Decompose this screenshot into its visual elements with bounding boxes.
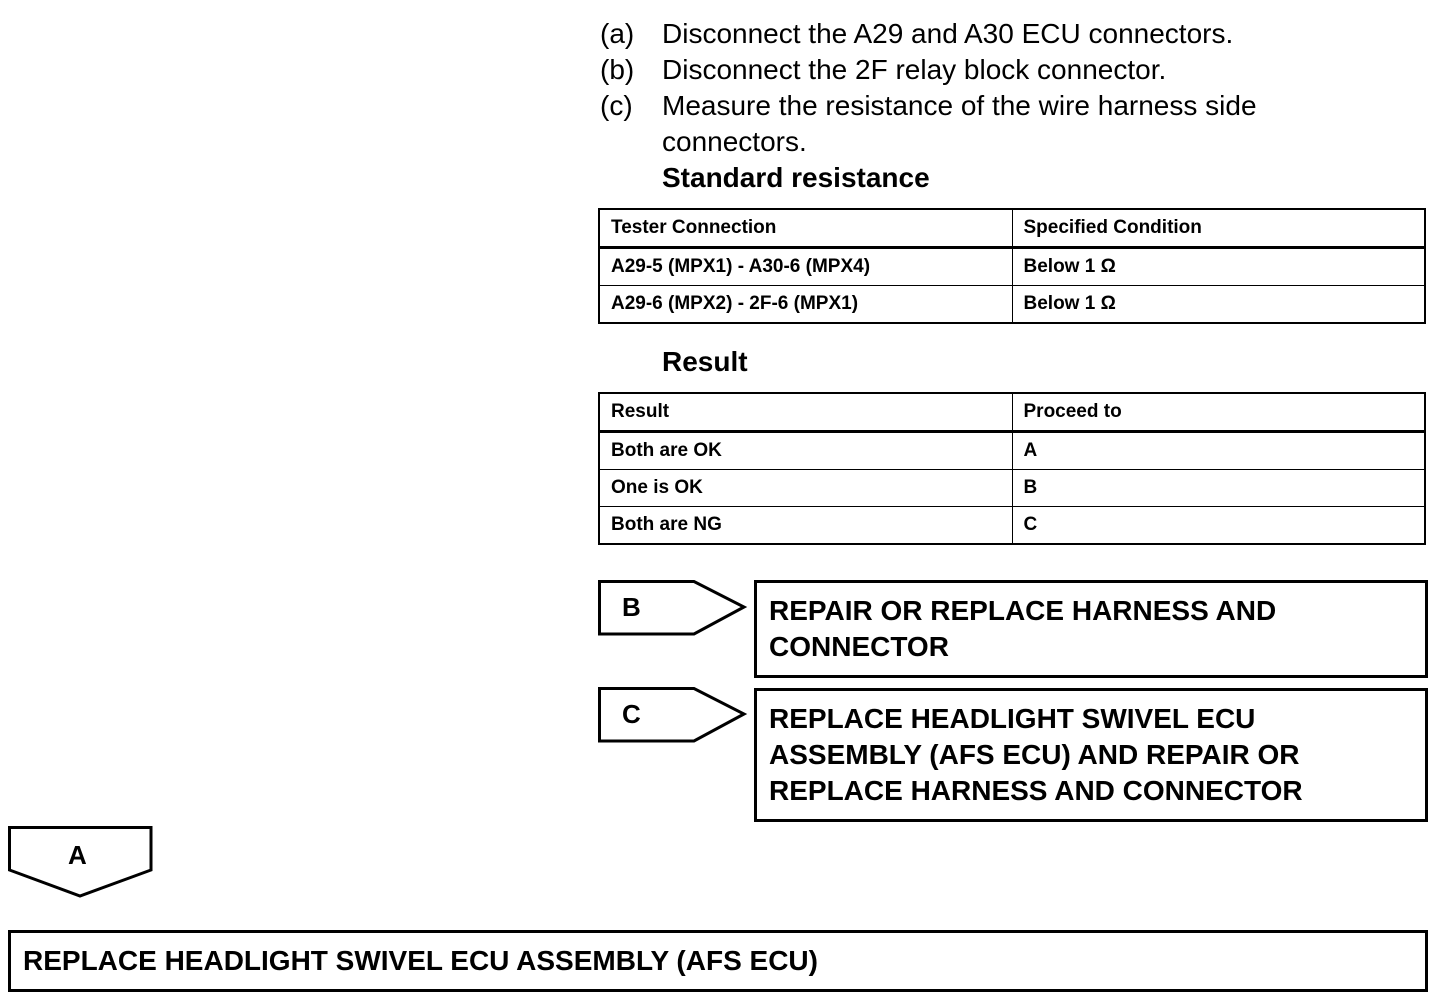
table-cell: Below 1 Ω bbox=[1012, 248, 1425, 286]
standard-resistance-table bbox=[598, 208, 1426, 324]
table-header-cell: Result bbox=[599, 393, 1012, 432]
table-cell: Below 1 Ω bbox=[1012, 286, 1425, 324]
step-c bbox=[600, 88, 1312, 160]
table-header-cell: Specified Condition bbox=[1012, 209, 1425, 248]
table-header-row bbox=[599, 393, 1425, 432]
flow-a-flag-label: A bbox=[68, 840, 87, 870]
table-header-cell: Tester Connection bbox=[599, 209, 1012, 248]
table-row bbox=[599, 470, 1425, 507]
step-text: Disconnect the 2F relay block connector. bbox=[662, 54, 1167, 85]
step-label: (a) bbox=[600, 18, 635, 49]
table-cell: One is OK bbox=[599, 470, 1012, 507]
flow-b-flag-label: B bbox=[622, 592, 641, 622]
procedure-steps bbox=[600, 16, 1440, 196]
step-label: (c) bbox=[600, 90, 633, 121]
table-header-cell: Proceed to bbox=[1012, 393, 1425, 432]
arrow-right-flag-icon bbox=[598, 580, 748, 636]
result-heading: Result bbox=[662, 346, 748, 377]
table-cell: A29-6 (MPX2) - 2F-6 (MPX1) bbox=[599, 286, 1012, 324]
table-header-row bbox=[599, 209, 1425, 248]
flow-c-flag-label: C bbox=[622, 699, 641, 729]
step-b bbox=[600, 52, 1440, 88]
flow-c-flag bbox=[598, 687, 748, 743]
result-table bbox=[598, 392, 1426, 545]
table-cell: A bbox=[1012, 432, 1425, 470]
flow-c-action-text: REPLACE HEADLIGHT SWIVEL ECU ASSEMBLY (AFS ECU) AND REPAIR OR REPLACE HARNESS AND CONNECTOR bbox=[769, 703, 1303, 806]
table-cell: Both are OK bbox=[599, 432, 1012, 470]
step-a bbox=[600, 16, 1440, 52]
step-text: Disconnect the A29 and A30 ECU connectors. bbox=[662, 18, 1234, 49]
table-cell: C bbox=[1012, 507, 1425, 545]
table-row bbox=[599, 286, 1425, 324]
table-row bbox=[599, 248, 1425, 286]
flow-b-action-text: REPAIR OR REPLACE HARNESS AND CONNECTOR bbox=[769, 595, 1277, 662]
flow-b-flag bbox=[598, 580, 748, 636]
table-cell: A29-5 (MPX1) - A30-6 (MPX4) bbox=[599, 248, 1012, 286]
table-cell: B bbox=[1012, 470, 1425, 507]
flow-c-action-box bbox=[754, 688, 1428, 822]
flow-b-action-box bbox=[754, 580, 1428, 678]
flow-a-flag bbox=[8, 826, 154, 900]
standard-resistance-heading: Standard resistance bbox=[662, 162, 930, 193]
flow-a-action-box bbox=[8, 930, 1428, 992]
step-text: Measure the resistance of the wire harness side connectors. bbox=[662, 90, 1257, 157]
arrow-right-flag-icon bbox=[598, 687, 748, 743]
table-row bbox=[599, 507, 1425, 545]
step-label: (b) bbox=[600, 54, 635, 85]
table-cell: Both are NG bbox=[599, 507, 1012, 545]
flow-a-action-text: REPLACE HEADLIGHT SWIVEL ECU ASSEMBLY (AFS ECU) bbox=[23, 945, 818, 976]
table-row bbox=[599, 432, 1425, 470]
